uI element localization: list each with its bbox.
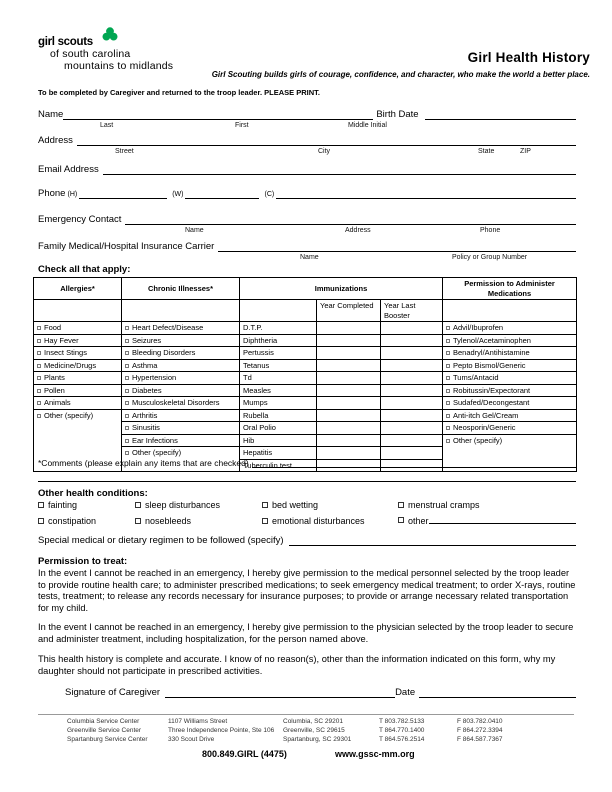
immunization-label-cell: Td xyxy=(240,372,317,385)
comments-label: *Comments (please explain any items that are checked) xyxy=(38,458,249,468)
insurance-sublabels xyxy=(38,254,576,263)
name-row xyxy=(38,108,576,120)
address-label: Address xyxy=(38,135,73,146)
sublabel-ins-name: Name xyxy=(300,254,319,261)
footer-center-row xyxy=(38,718,576,727)
immunization-label-cell: Rubella xyxy=(240,409,317,422)
medication-label: Advil/Ibuprofen xyxy=(453,323,504,332)
address-sublabels xyxy=(38,148,576,157)
allergy-checkbox[interactable] xyxy=(37,326,41,330)
year-completed-cell[interactable] xyxy=(317,372,381,385)
chronic-illness-label: Asthma xyxy=(132,360,158,370)
medication-label: Anti-itch Gel/Cream xyxy=(453,410,519,420)
table-row xyxy=(34,384,577,397)
sublabel-last: Last xyxy=(100,122,114,129)
logo-line3: mountains to midlands xyxy=(64,60,174,72)
condition-label: constipation xyxy=(48,516,97,526)
other-conditions-row-1 xyxy=(38,500,576,510)
checkbox-fainting[interactable] xyxy=(38,502,44,508)
signature-row xyxy=(38,686,576,698)
table-row xyxy=(34,409,577,422)
chronic-header: Chronic Illnesses* xyxy=(122,278,240,300)
medication-option-cell xyxy=(443,359,577,372)
chronic-illness-checkbox[interactable] xyxy=(125,451,129,455)
chronic-illness-label: Arthritis xyxy=(132,410,158,420)
date-label: Date xyxy=(395,687,416,698)
condition-label: emotional disturbances xyxy=(272,516,365,526)
center-fax: F 864.587.7367 xyxy=(457,736,503,743)
immunization-label-cell: Hepatitis xyxy=(240,447,317,460)
chronic-illness-checkbox[interactable] xyxy=(125,389,129,393)
year-last-booster-cell[interactable] xyxy=(381,409,443,422)
check-all-title: Check all that apply: xyxy=(38,264,131,275)
chronic-illness-option-cell xyxy=(122,334,240,347)
checkbox-nosebleeds[interactable] xyxy=(135,518,141,524)
allergy-checkbox[interactable] xyxy=(37,401,41,405)
medication-option-cell xyxy=(443,409,577,422)
medication-checkbox[interactable] xyxy=(446,326,450,330)
checkbox-other[interactable] xyxy=(398,517,404,523)
allergy-checkbox[interactable] xyxy=(37,414,41,418)
logo-line1: girl scouts xyxy=(38,36,93,48)
allergy-checkbox[interactable] xyxy=(37,389,41,393)
medication-label: Benadryl/Antihistamine xyxy=(453,348,530,357)
emergency-contact-label: Emergency Contact xyxy=(38,214,122,225)
footer-contact-line xyxy=(38,749,576,761)
empty-subheader xyxy=(122,300,240,322)
empty-subheader xyxy=(34,300,122,322)
other-conditions-title: Other health conditions: xyxy=(38,488,148,499)
allergy-label: Food xyxy=(44,323,62,332)
table-row xyxy=(34,322,577,335)
checkbox-menstrual-cramps[interactable] xyxy=(398,502,404,508)
org-logo xyxy=(38,36,173,72)
footer-center-row xyxy=(38,736,576,745)
birth-date-field-line[interactable] xyxy=(425,108,576,120)
immunization-label-cell: Hib xyxy=(240,434,317,447)
sublabel-zip: ZIP xyxy=(520,148,531,155)
chronic-illness-checkbox[interactable] xyxy=(125,339,129,343)
accuracy-paragraph: This health history is complete and accurate. I know of no reason(s), other than the information indicated on this form, why my daughter should not participate in prescribed activities. xyxy=(38,654,556,676)
phone-cell-line[interactable] xyxy=(276,187,576,199)
footer-phone: 800.849.GIRL (4475) xyxy=(202,749,287,759)
insurance-label: Family Medical/Hospital Insurance Carrier xyxy=(38,241,215,252)
medication-label: Other (specify) xyxy=(453,435,503,445)
birth-date-label: Birth Date xyxy=(376,109,419,120)
phone-home-label: (H) xyxy=(67,191,78,198)
chronic-illness-checkbox[interactable] xyxy=(125,439,129,443)
year-last-booster-cell[interactable] xyxy=(381,372,443,385)
allergy-checkbox[interactable] xyxy=(37,351,41,355)
chronic-illness-checkbox[interactable] xyxy=(125,414,129,418)
center-address: 330 Scout Drive xyxy=(168,736,215,743)
center-city: Columbia, SC 29201 xyxy=(283,718,343,725)
year-completed-cell[interactable] xyxy=(317,347,381,360)
condition-label: sleep disturbances xyxy=(145,500,221,510)
permission-paragraph-1: In the event I cannot be reached in an emergency, I hereby give permission to the medical personnel selected by the troop leader to provide routine health care; to administer prescribed medications; to seek emergency medical treatment; to order X-rays, routine tests, treatment; to release any records necessary for insurance purposes; to provide or arrange necessary related transportation for my child. xyxy=(38,568,576,613)
chronic-illness-label: Other (specify) xyxy=(132,448,182,457)
year-completed-cell[interactable] xyxy=(317,409,381,422)
year-last-booster-cell[interactable] xyxy=(381,434,443,447)
year-completed-cell[interactable] xyxy=(317,422,381,435)
medication-option-cell xyxy=(443,384,577,397)
center-tel: T 864.770.1400 xyxy=(379,727,425,734)
name-label: Name xyxy=(38,109,64,120)
year-completed-cell[interactable] xyxy=(317,397,381,410)
signature-label: Signature of Caregiver xyxy=(65,687,161,698)
center-name: Columbia Service Center xyxy=(67,718,140,725)
year-completed-cell[interactable] xyxy=(317,434,381,447)
permission-title: Permission to treat: xyxy=(38,556,128,567)
chronic-illness-label: Sinusitis xyxy=(132,423,160,432)
immunization-label-cell: Tuberculin test xyxy=(240,459,317,472)
special-regimen-row xyxy=(38,534,576,546)
medication-option-cell xyxy=(443,372,577,385)
center-fax: F 864.272.3394 xyxy=(457,727,503,734)
year-completed-cell[interactable] xyxy=(317,334,381,347)
chronic-illness-checkbox[interactable] xyxy=(125,376,129,380)
sublabel-city: City xyxy=(318,148,331,155)
date-line[interactable] xyxy=(419,686,576,698)
chronic-illness-label: Ear Infections xyxy=(132,435,178,445)
year-completed-cell[interactable] xyxy=(317,359,381,372)
email-field-line[interactable] xyxy=(103,163,576,175)
emergency-contact-row xyxy=(38,213,576,225)
center-city: Spartanburg, SC 29301 xyxy=(283,736,352,743)
health-table xyxy=(33,277,577,472)
name-field-line[interactable] xyxy=(63,108,373,120)
allergy-label: Other (specify) xyxy=(44,410,94,420)
medication-label: Tums/Antacid xyxy=(453,373,499,382)
year-last-booster-cell[interactable] xyxy=(381,322,443,335)
footer-center-row xyxy=(38,727,576,736)
chronic-illness-option-cell xyxy=(122,434,240,447)
allergy-option-cell xyxy=(34,397,122,410)
checkbox-constipation[interactable] xyxy=(38,518,44,524)
medication-label: Sudafed/Decongestant xyxy=(453,398,530,407)
checkbox-sleep-disturbances[interactable] xyxy=(135,502,141,508)
table-header-row xyxy=(34,278,577,300)
table-row xyxy=(34,347,577,360)
empty-subheader xyxy=(443,300,577,322)
page-title: Girl Health History xyxy=(467,50,590,65)
medication-checkbox[interactable] xyxy=(446,426,450,430)
center-city: Greenville, SC 29615 xyxy=(283,727,345,734)
phone-work-line[interactable] xyxy=(185,187,259,199)
phone-home-line[interactable] xyxy=(79,187,167,199)
year-last-booster-cell[interactable] xyxy=(381,347,443,360)
chronic-illness-option-cell xyxy=(122,347,240,360)
allergy-label: Pollen xyxy=(44,385,65,395)
medication-checkbox[interactable] xyxy=(446,439,450,443)
phone-cell-label: (C) xyxy=(264,191,275,198)
sublabel-street: Street xyxy=(115,148,134,155)
chronic-illness-checkbox[interactable] xyxy=(125,401,129,405)
immunization-label-cell: Mumps xyxy=(240,397,317,410)
center-name: Greenville Service Center xyxy=(67,727,142,734)
medication-checkbox[interactable] xyxy=(446,339,450,343)
sublabel-first: First xyxy=(235,122,249,129)
center-tel: T 864.576.2514 xyxy=(379,736,425,743)
immunization-label-cell: Oral Polio xyxy=(240,422,317,435)
allergy-option-cell xyxy=(34,334,122,347)
insurance-line[interactable] xyxy=(218,240,576,252)
year-last-booster-cell[interactable] xyxy=(381,397,443,410)
emergency-sublabels xyxy=(38,227,576,236)
checkbox-emotional-disturbances[interactable] xyxy=(262,518,268,524)
name-sublabels xyxy=(38,122,576,131)
chronic-illness-checkbox[interactable] xyxy=(125,426,129,430)
allergy-label: Insect Stings xyxy=(44,348,87,357)
condition-label: nosebleeds xyxy=(145,516,192,526)
allergy-option-cell xyxy=(34,322,122,335)
table-row xyxy=(34,397,577,410)
allergy-label: Hay Fever xyxy=(44,335,79,345)
allergy-checkbox[interactable] xyxy=(37,364,41,368)
table-row xyxy=(34,372,577,385)
address-row xyxy=(38,134,576,146)
comments-row xyxy=(38,456,576,468)
allergy-option-cell xyxy=(34,372,122,385)
footer-website: www.gssc-mm.org xyxy=(335,749,415,759)
empty-subheader xyxy=(240,300,317,322)
table-row xyxy=(34,334,577,347)
other-conditions-row-2 xyxy=(38,513,576,526)
medication-option-cell xyxy=(443,422,577,435)
sublabel-ec-name: Name xyxy=(185,227,204,234)
year-completed-header: Year Completed xyxy=(317,300,381,322)
immunization-label-cell: Pertussis xyxy=(240,347,317,360)
chronic-illness-option-cell xyxy=(122,397,240,410)
medication-label: Pepto Bismol/Generic xyxy=(453,360,526,370)
chronic-illness-option-cell xyxy=(122,322,240,335)
email-row xyxy=(38,163,576,175)
email-label: Email Address xyxy=(38,164,99,175)
allergy-option-cell xyxy=(34,347,122,360)
medication-option-cell xyxy=(443,347,577,360)
medication-label: Neosporin/Generic xyxy=(453,423,516,432)
chronic-illness-label: Seizures xyxy=(132,335,162,345)
year-last-booster-cell[interactable] xyxy=(381,422,443,435)
chronic-illness-label: Diabetes xyxy=(132,385,162,395)
sublabel-ec-phone: Phone xyxy=(480,227,501,234)
medication-checkbox[interactable] xyxy=(446,364,450,368)
instruction-text: To be completed by Caregiver and returned to the troop leader. PLEASE PRINT. xyxy=(38,88,320,97)
allergy-option-cell xyxy=(34,359,122,372)
insurance-row xyxy=(38,240,576,252)
comments-line-2[interactable] xyxy=(38,481,576,482)
immunizations-header: Immunizations xyxy=(240,278,443,300)
tagline: Girl Scouting builds girls of courage, confidence, and character, who make the world a better place. xyxy=(211,70,590,79)
medication-checkbox[interactable] xyxy=(446,414,450,418)
allergy-checkbox[interactable] xyxy=(37,339,41,343)
center-tel: T 803.782.5133 xyxy=(379,718,425,725)
medication-option-cell xyxy=(443,334,577,347)
allergy-option-cell xyxy=(34,384,122,397)
allergy-label: Animals xyxy=(44,398,71,407)
medication-label: Robitussin/Expectorant xyxy=(453,385,531,395)
comments-line-1[interactable] xyxy=(252,456,576,468)
condition-label: menstrual cramps xyxy=(408,500,480,510)
chronic-illness-option-cell xyxy=(122,359,240,372)
center-address: 1107 Williams Street xyxy=(168,718,228,725)
allergy-label: Plants xyxy=(44,373,65,382)
special-regimen-label: Special medical or dietary regimen to be followed (specify) xyxy=(38,535,284,546)
chronic-illness-label: Heart Defect/Disease xyxy=(132,323,204,332)
chronic-illness-option-cell xyxy=(122,422,240,435)
chronic-illness-checkbox[interactable] xyxy=(125,351,129,355)
phone-work-label: (W) xyxy=(172,191,184,198)
trefoil-icon xyxy=(102,27,118,42)
year-last-booster-header: Year Last Booster xyxy=(381,300,443,322)
center-fax: F 803.782.0410 xyxy=(457,718,503,725)
chronic-illness-option-cell xyxy=(122,372,240,385)
chronic-illness-checkbox[interactable] xyxy=(125,326,129,330)
year-last-booster-cell[interactable] xyxy=(381,359,443,372)
address-field-line[interactable] xyxy=(77,134,576,146)
allergies-header: Allergies* xyxy=(34,278,122,300)
medications-header: Permission to Administer Medications xyxy=(443,278,577,300)
chronic-illness-label: Musculoskeletal Disorders xyxy=(132,398,220,407)
chronic-illness-label: Bleeding Disorders xyxy=(132,348,196,357)
sublabel-middle-initial: Middle Initial xyxy=(348,122,387,129)
checkbox-bed-wetting[interactable] xyxy=(262,502,268,508)
year-last-booster-cell[interactable] xyxy=(381,334,443,347)
chronic-illness-checkbox[interactable] xyxy=(125,364,129,368)
footer-divider xyxy=(38,714,574,715)
immunization-label-cell: Measles xyxy=(240,384,317,397)
immunization-label-cell: Tetanus xyxy=(240,359,317,372)
medication-option-cell xyxy=(443,397,577,410)
condition-label: other xyxy=(408,516,429,526)
year-last-booster-cell[interactable] xyxy=(381,384,443,397)
table-subheader-row xyxy=(34,300,577,322)
signature-line[interactable] xyxy=(165,686,395,698)
immunization-label-cell: D.T.P. xyxy=(240,322,317,335)
logo-line2: of south carolina xyxy=(50,48,131,60)
table-row xyxy=(34,359,577,372)
medication-checkbox[interactable] xyxy=(446,401,450,405)
allergy-checkbox[interactable] xyxy=(37,376,41,380)
sublabel-policy-number: Policy or Group Number xyxy=(452,254,528,261)
medication-checkbox[interactable] xyxy=(446,389,450,393)
medication-checkbox[interactable] xyxy=(446,351,450,355)
medication-checkbox[interactable] xyxy=(446,376,450,380)
year-completed-cell[interactable] xyxy=(317,384,381,397)
health-table-body xyxy=(34,322,577,472)
year-completed-cell[interactable] xyxy=(317,322,381,335)
immunization-label-cell: Diphtheria xyxy=(240,334,317,347)
other-condition-line[interactable] xyxy=(429,513,576,524)
chronic-illness-option-cell xyxy=(122,409,240,422)
medication-option-cell xyxy=(443,322,577,335)
center-name: Spartanburg Service Center xyxy=(67,736,148,743)
permission-paragraph-2: In the event I cannot be reached in an emergency, I hereby give permission to the physician selected by the troop leader to secure and administer treatment, including hospitalization, for the person named above. xyxy=(38,622,574,644)
condition-label: fainting xyxy=(48,500,78,510)
chronic-illness-option-cell xyxy=(122,384,240,397)
center-address: Three Independence Pointe, Ste 106 xyxy=(168,727,275,734)
emergency-contact-line[interactable] xyxy=(125,213,576,225)
chronic-illness-label: Hypertension xyxy=(132,373,177,382)
condition-label: bed wetting xyxy=(272,500,319,510)
sublabel-state: State xyxy=(478,148,495,155)
allergy-label: Medicine/Drugs xyxy=(44,360,97,370)
special-regimen-line[interactable] xyxy=(289,534,576,546)
phone-label: Phone xyxy=(38,188,66,199)
phone-row xyxy=(38,187,576,199)
sublabel-ec-address: Address xyxy=(345,227,371,234)
medication-label: Tylenol/Acetaminophen xyxy=(453,335,531,345)
